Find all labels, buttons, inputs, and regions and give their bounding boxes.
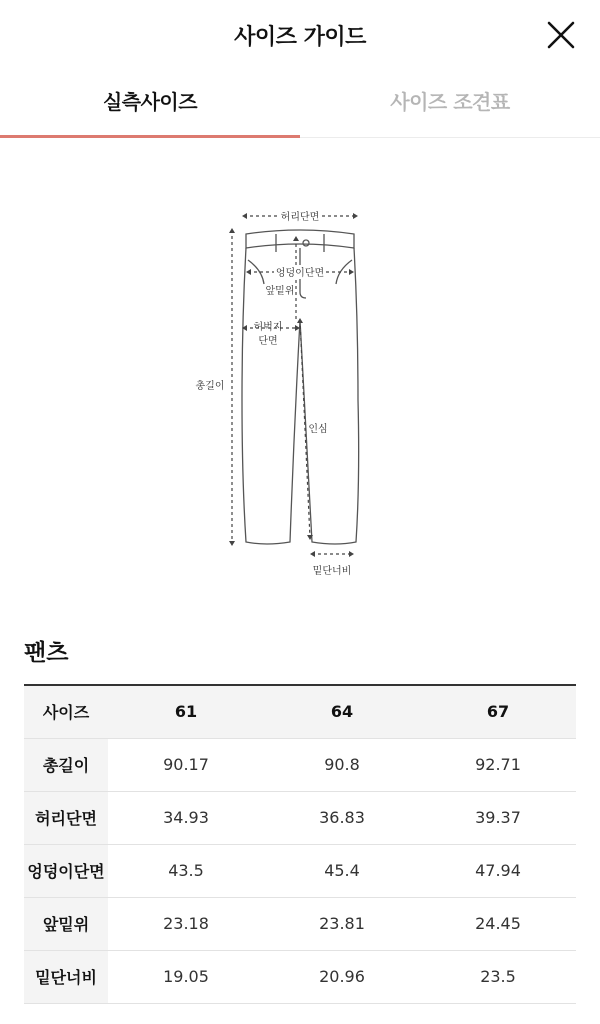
total-length-label: 총길이 bbox=[195, 381, 225, 392]
row-label: 밑단너비 bbox=[24, 950, 108, 1003]
rise-label: 앞밑위 bbox=[265, 286, 295, 297]
table-row bbox=[24, 950, 576, 1003]
table-cell: 24.45 bbox=[420, 897, 576, 950]
tab-size-chart[interactable]: 사이즈 조견표 bbox=[390, 90, 510, 114]
table-cell: 90.17 bbox=[108, 738, 264, 791]
table-cell: 20.96 bbox=[264, 950, 420, 1003]
hem-label: 밑단너비 bbox=[312, 566, 352, 577]
header bbox=[0, 0, 600, 70]
pants-illustration bbox=[190, 200, 410, 590]
waist-label: 허리단면 bbox=[280, 212, 320, 223]
thigh-label-line2: 단면 bbox=[258, 336, 278, 347]
table-cell: 36.83 bbox=[264, 791, 420, 844]
row-label: 앞밑위 bbox=[24, 897, 108, 950]
column-header: 64 bbox=[264, 685, 420, 738]
thigh-label-line1: 허벅지 bbox=[253, 322, 283, 333]
table-cell: 23.81 bbox=[264, 897, 420, 950]
table-cell: 23.18 bbox=[108, 897, 264, 950]
tab-actual-size[interactable]: 실측사이즈 bbox=[0, 70, 300, 138]
table-cell: 43.5 bbox=[108, 844, 264, 897]
table-row bbox=[24, 897, 576, 950]
table-cell: 19.05 bbox=[108, 950, 264, 1003]
page-title: 사이즈 가이드 bbox=[234, 25, 366, 50]
table-row bbox=[24, 844, 576, 897]
section-title: 팬츠 bbox=[24, 640, 69, 666]
inseam-label: 인심 bbox=[308, 424, 328, 435]
size-table bbox=[24, 684, 576, 1004]
table-row bbox=[24, 791, 576, 844]
row-label: 엉덩이단면 bbox=[24, 844, 108, 897]
table-cell: 39.37 bbox=[420, 791, 576, 844]
column-header: 67 bbox=[420, 685, 576, 738]
table-cell: 47.94 bbox=[420, 844, 576, 897]
table-cell: 92.71 bbox=[420, 738, 576, 791]
row-label: 총길이 bbox=[24, 738, 108, 791]
table-header-row bbox=[24, 685, 576, 738]
table-cell: 34.93 bbox=[108, 791, 264, 844]
close-button[interactable] bbox=[544, 18, 578, 52]
column-header: 61 bbox=[108, 685, 264, 738]
table-cell: 45.4 bbox=[264, 844, 420, 897]
table-cell: 23.5 bbox=[420, 950, 576, 1003]
table-row bbox=[24, 738, 576, 791]
column-header-label: 사이즈 bbox=[24, 685, 108, 738]
row-label: 허리단면 bbox=[24, 791, 108, 844]
hip-label: 엉덩이단면 bbox=[275, 268, 325, 279]
close-icon bbox=[544, 18, 578, 52]
pants-measurement-diagram bbox=[190, 200, 410, 590]
tab-bar bbox=[0, 70, 600, 138]
table-cell: 90.8 bbox=[264, 738, 420, 791]
